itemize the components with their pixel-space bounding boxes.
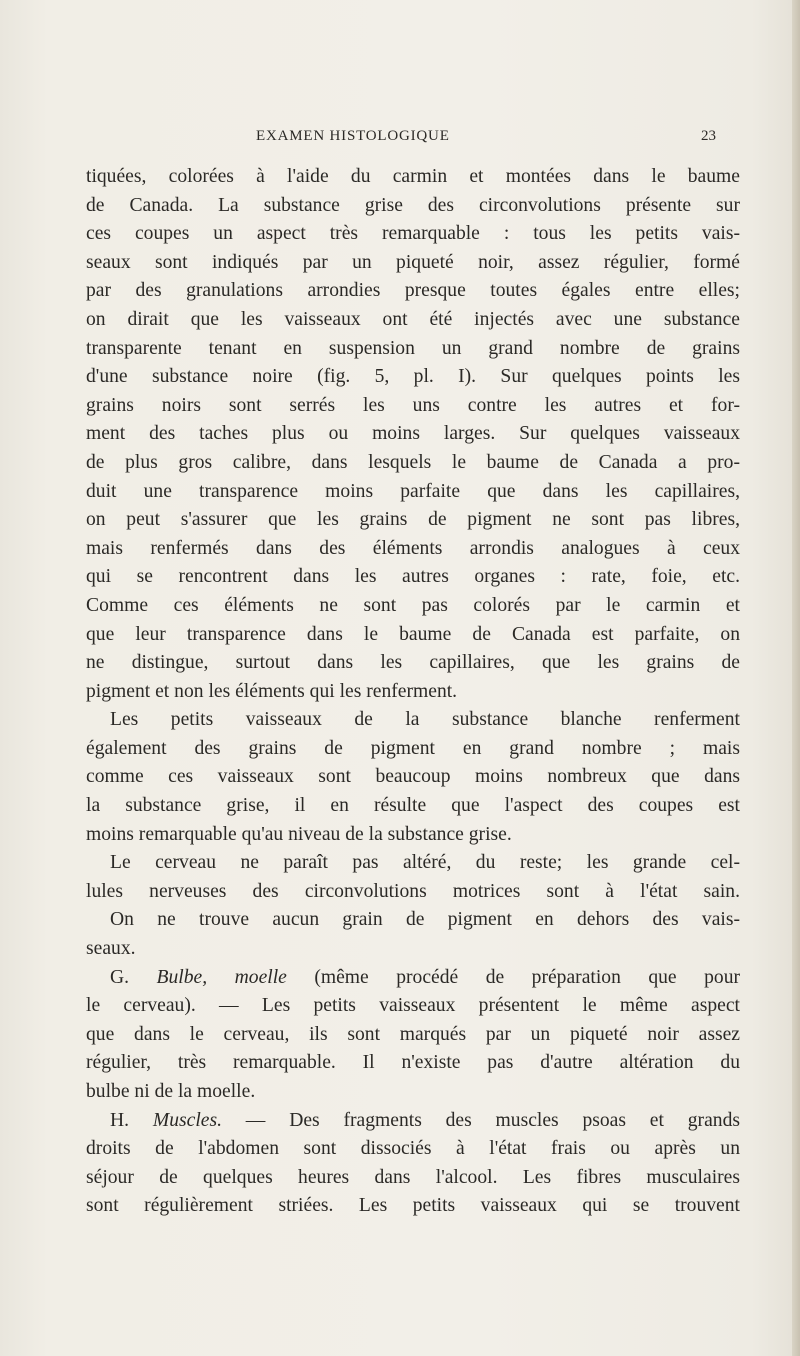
- text-line: seaux sont indiqués par un piqueté noir, assez régulier, formé: [86, 251, 740, 273]
- text-line: duit une transparence moins parfaite que dans les capillaires,: [86, 480, 740, 502]
- text-line: tiquées, colorées à l'aide du carmin et montées dans le baume: [86, 166, 740, 187]
- text-line: on peut s'assurer que les grains de pigment ne sont pas libres,: [86, 509, 740, 531]
- section-g-label: G.: [110, 966, 130, 988]
- text-line: sont régulièrement striées. Les petits vaisseaux qui se trouvent: [86, 1195, 740, 1217]
- section-h-first-line-rest: — Des fragments des muscles psoas et grands: [245, 1109, 740, 1131]
- text-line: Comme ces éléments ne sont pas colorés par le carmin et: [86, 594, 740, 616]
- running-title: EXAMEN HISTOLOGIQUE: [256, 128, 450, 144]
- text-line: régulier, très remarquable. Il n'existe pas d'autre altération du: [86, 1052, 740, 1074]
- section-g-title: Bulbe, moelle: [156, 966, 287, 988]
- text-line: pigment et non les éléments qui les renferment.: [86, 680, 458, 702]
- text-line: bulbe ni de la moelle.: [86, 1081, 256, 1102]
- text-line: d'une substance noire (fig. 5, pl. I). Sur quelques points les: [86, 366, 740, 388]
- section-g-first-line-rest: (même procédé de préparation que pour: [314, 966, 741, 988]
- body-text: [86, 163, 740, 1221]
- text-line: On ne trouve aucun grain de pigment en dehors des vais-: [110, 909, 740, 931]
- section-h-title: Muscles.: [152, 1109, 222, 1131]
- text-line: de Canada. La substance grise des circonvolutions présente sur: [86, 194, 740, 216]
- text-line: mais renfermés dans des éléments arrondis analogues à ceux: [86, 537, 740, 559]
- text-line: le cerveau). — Les petits vaisseaux présentent le même aspect: [86, 995, 740, 1017]
- page-number: 23: [701, 128, 716, 144]
- text-line: également des grains de pigment en grand nombre ; mais: [86, 737, 740, 759]
- text-line: ment des taches plus ou moins larges. Sur quelques vaisseaux: [86, 423, 740, 445]
- text-line: qui se rencontrent dans les autres organes : rate, foie, etc.: [86, 566, 740, 588]
- text-line: la substance grise, il en résulte que l'aspect des coupes est: [86, 795, 740, 817]
- text-line: seaux.: [86, 938, 136, 960]
- section-h-label: H.: [110, 1109, 130, 1131]
- section-g-first-line: [86, 964, 740, 993]
- text-line: grains noirs sont serrés les uns contre les autres et for-: [86, 394, 740, 416]
- text-line: transparente tenant en suspension un grand nombre de grains: [86, 337, 740, 359]
- text-line: Les petits vaisseaux de la substance blanche renferment: [110, 709, 740, 731]
- text-line: lules nerveuses des circonvolutions motrices sont à l'état sain.: [86, 880, 740, 902]
- text-line: que dans le cerveau, ils sont marqués par un piqueté noir assez: [86, 1023, 740, 1045]
- text-line: séjour de quelques heures dans l'alcool. Les fibres musculaires: [86, 1166, 740, 1188]
- text-line: on dirait que les vaisseaux ont été injectés avec une substance: [86, 308, 740, 330]
- text-line: ces coupes un aspect très remarquable : tous les petits vais-: [86, 223, 740, 245]
- text-line: ne distingue, surtout dans les capillaires, que les grains de: [86, 652, 740, 674]
- text-line: droits de l'abdomen sont dissociés à l'état frais ou après un: [86, 1138, 740, 1160]
- text-line: par des granulations arrondies presque toutes égales entre elles;: [86, 280, 740, 302]
- text-line: que leur transparence dans le baume de Canada est parfaite, on: [86, 623, 740, 645]
- section-h-first-line: [86, 1107, 740, 1136]
- text-line: comme ces vaisseaux sont beaucoup moins nombreux que dans: [86, 766, 740, 788]
- page-header: [86, 128, 740, 150]
- text-line: moins remarquable qu'au niveau de la substance grise.: [86, 823, 512, 845]
- text-line: Le cerveau ne paraît pas altéré, du reste; les grande cel-: [110, 852, 740, 874]
- text-line: de plus gros calibre, dans lesquels le baume de Canada a pro-: [86, 451, 740, 473]
- page-edge: [792, 0, 800, 1356]
